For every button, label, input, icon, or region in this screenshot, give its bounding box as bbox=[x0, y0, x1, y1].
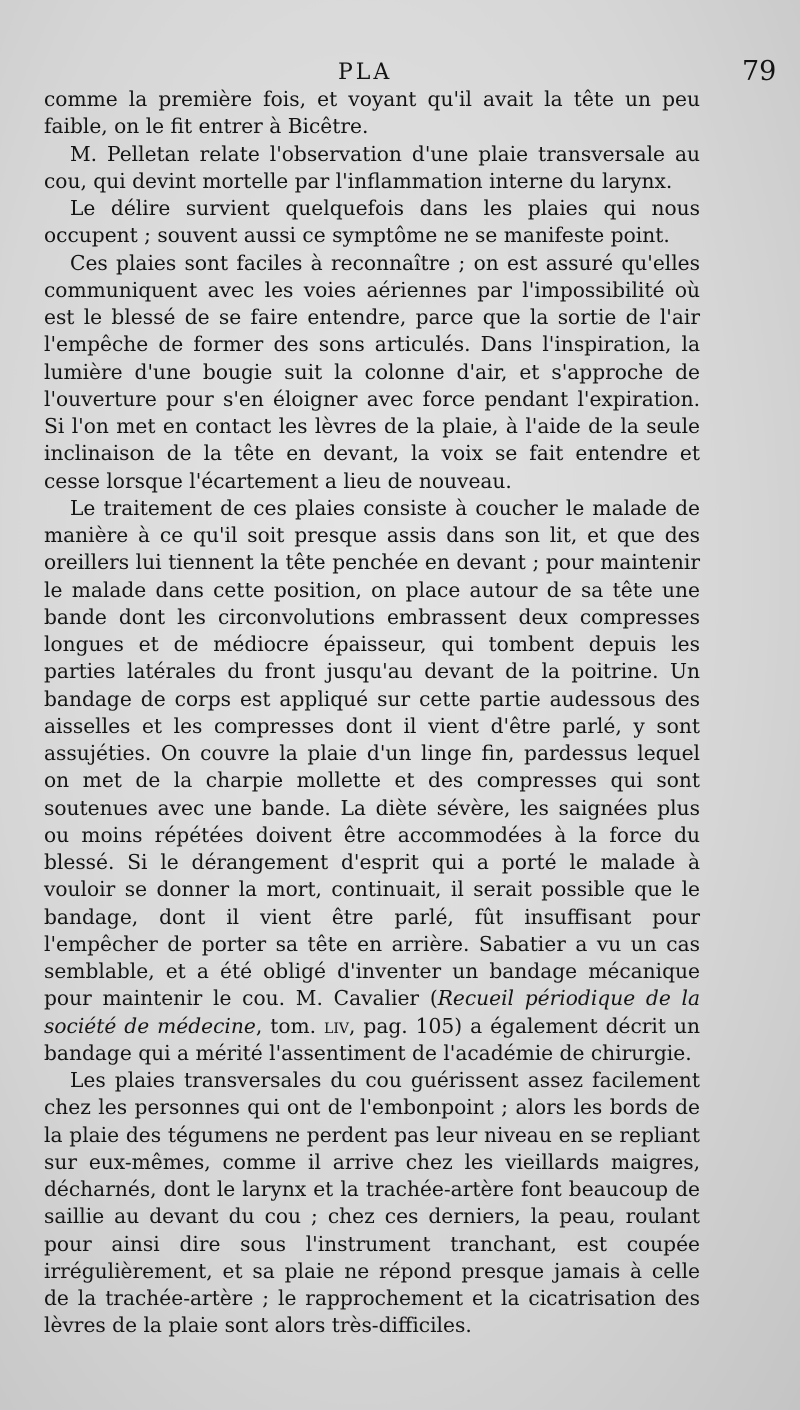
page-number: 79 bbox=[742, 56, 777, 87]
paragraph-treatment: Le traitement de ces plaies consiste à coucher le malade de manière à ce qu'il soit presque assis dans son lit, et que des oreillers lui tiennent la tête penchée en devant ; pour maintenir le malade dans cette position, on place autour de sa tête une bande dont les circonvolutions embrassent deux compresses longues et de médiocre épaisseur, qui tombent depuis les parties latérales du front jusqu'au devant de la poitrine. Un bandage de corps est appliqué sur cette partie audessous des aisselles et les compresses dont il vient d'être parlé, y sont assujéties. On couvre la plaie d'un linge fin, pardessus lequel on met de la charpie mollette et des compresses qui sont soutenues avec une bande. La diète sévère, les saignées plus ou moins répétées doivent être accommodées à la force du blessé. Si le dérangement d'esprit qui a porté le malade à vouloir se donner la mort, continuait, il serait possible que le bandage, dont il vient être parlé, fût insuffisant pour l'empêcher de porter sa tête en arrière. Sabatier a vu un cas semblable, et a été obligé d'inventer un bandage mécanique pour maintenir le cou. M. Cavalier (Recueil périodique de la société de médecine, tom. liv, pag. 105) a également décrit un bandage qui a mérité l'assentiment de l'académie de chirurgie. bbox=[44, 495, 701, 1065]
citation-tail-a: , tom. bbox=[255, 1013, 325, 1038]
paragraph-diagnosis: Ces plaies sont faciles à reconnaître ; on est assuré qu'elles communiquent avec les voies aériennes par l'impossibilité où est le blessé de se faire entendre, parce que la sortie de l'air l'empêche de former des sons articulés. Dans l'inspiration, la lumière d'une bougie suit la colonne d'air, et s'approche de l'ouverture pour s'en éloigner avec force pendant l'expiration. Si l'on met en contact les lèvres de la plaie, à l'aide de la seule inclinaison de la tête en devant, la voix se fait entendre et cesse lorsque l'écartement a lieu de nouveau. bbox=[44, 250, 700, 493]
citation-title: Recueil périodique de la société de médecine bbox=[44, 986, 701, 1038]
paragraph-delire: Le délire survient quelquefois dans les plaies qui nous occupent ; souvent aussi ce symptôme ne se manifeste point. bbox=[44, 196, 700, 248]
paragraph-pelletan: M. Pelletan relate l'observation d'une plaie transversale au cou, qui devint mortelle par l'inflammation interne du larynx. bbox=[44, 141, 700, 193]
citation-volume: liv bbox=[324, 1013, 349, 1038]
body-text bbox=[44, 86, 700, 1340]
paragraph-treatment-text: Le traitement de ces plaies consiste à coucher le malade de manière à ce qu'il soit presque assis dans son lit, et que des oreillers lui tiennent la tête penchée en devant ; pour maintenir le malade dans cette position, on place autour de sa tête une bande dont les circonvolutions embrassent deux compresses longues et de médiocre épaisseur, qui tombent depuis les parties latérales du front jusqu'au devant de la poitrine. Un bandage de corps est appliqué sur cette partie audessous des aisselles et les compresses dont il vient d'être parlé, y sont assujéties. On couvre la plaie d'un linge fin, pardessus lequel on met de la charpie mollette et des compresses qui sont soutenues avec une bande. La diète sévère, les saignées plus ou moins répétées doivent être accommodées à la force du blessé. Si le dérangement d'esprit qui a porté le malade à vouloir se donner la mort, continuait, il serait possible que le bandage, dont il vient être parlé, fût insuffisant pour l'empêcher de porter sa tête en arrière. Sabatier a vu un cas semblable, et a été obligé d'inventer un bandage mécanique pour maintenir le cou. M. Cavalier bbox=[44, 495, 700, 1011]
paragraph-continuation: comme la première fois, et voyant qu'il avait la tête un peu faible, on le fit entrer à Bicêtre. bbox=[44, 87, 700, 139]
paragraph-healing: Les plaies transversales du cou guérissent assez facilement chez les personnes qui ont de l'embonpoint ; alors les bords de la plaie des tégumens ne perdent pas leur niveau en se repliant sur eux-mêmes, comme il arrive chez les vieillards maigres, décharnés, dont le larynx et la trachée-artère font beaucoup de saillie au devant du cou ; chez ces derniers, la peau, roulant pour ainsi dire sous l'instrument tranchant, est coupée irrégulièrement, et sa plaie ne répond presque jamais à celle de la trachée-artère ; le rapprochement et la cicatrisation des lèvres de la plaie sont alors très-difficiles. bbox=[44, 1068, 700, 1338]
running-head: PLA bbox=[338, 60, 393, 85]
citation-tail-b: , pag. 105) a également décrit un bandage qui a mérité l'assentiment de l'académie de chirurgie. bbox=[44, 1013, 700, 1065]
